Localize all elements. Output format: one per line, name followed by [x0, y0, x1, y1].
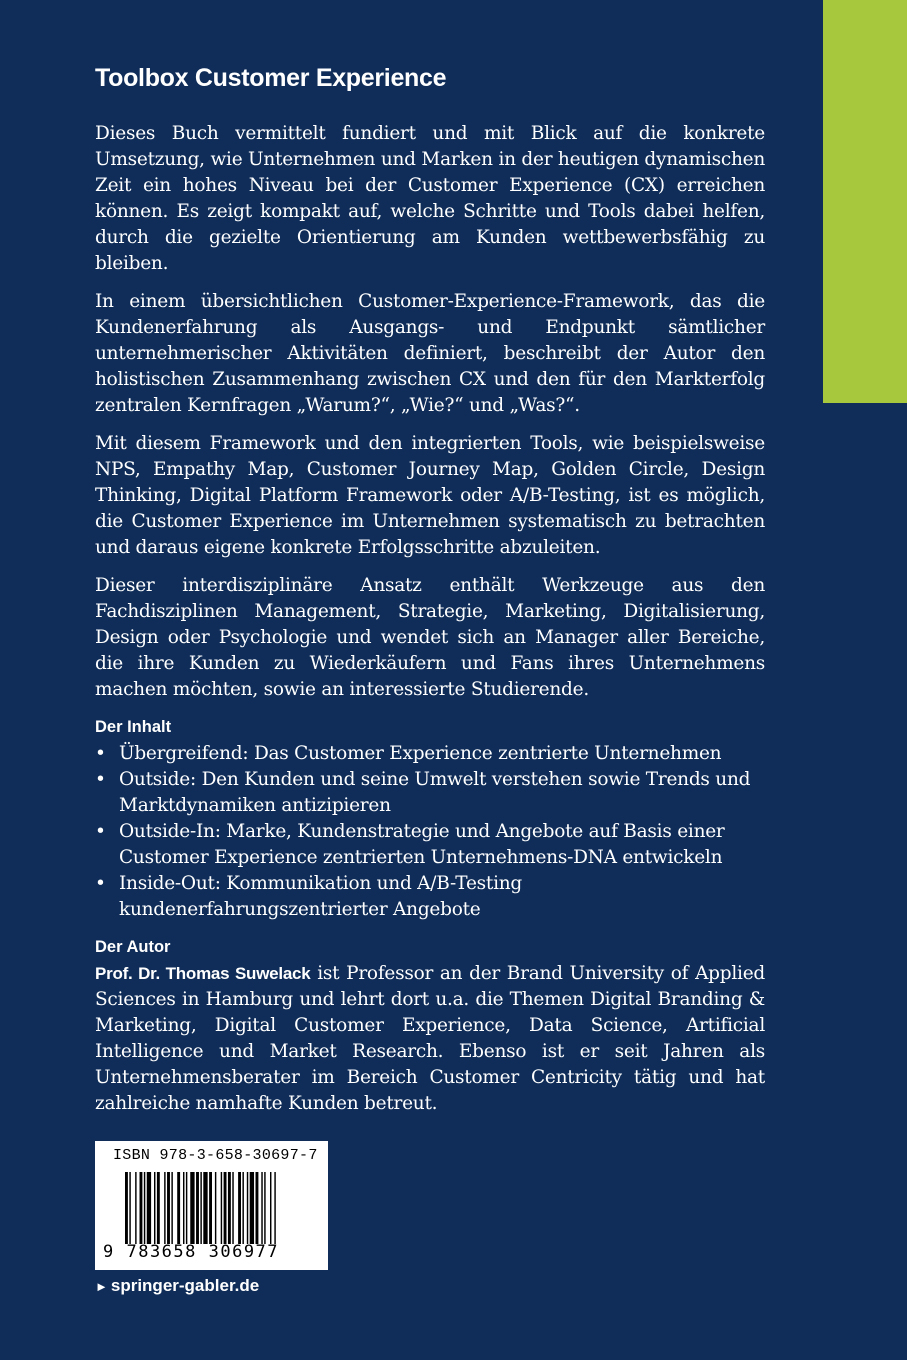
barcode-bar: [238, 1172, 241, 1244]
barcode-bars: [125, 1172, 315, 1244]
barcode-bar: [164, 1172, 165, 1244]
bullet-icon: •: [95, 873, 106, 894]
barcode-bar: [190, 1172, 194, 1244]
barcode-bar: [203, 1172, 207, 1244]
barcode-bar: [129, 1172, 130, 1244]
publisher-website[interactable]: [95, 1276, 259, 1296]
description-paragraph: Mit diesem Framework und den integrierten Tools, wie beispielsweise NPS, Empathy Map, Customer Journey Map, Golden Circle, Design Thinking, Digital Platform Framework oder A/B-Testing, ist es möglich, die Customer Experience im Unternehmen systematisch zu betrachten und daraus eigene konkrete Erfolgsschritte abzuleiten.: [95, 433, 765, 558]
author-name: Prof. Dr. Thomas Suwelack: [95, 964, 311, 983]
description-paragraph: Dieses Buch vermittelt fundiert und mit Blick auf die konkrete Umsetzung, wie Unternehmen und Marken in der heutigen dynamischen Zeit ein hohes Niveau bei der Customer Experience (CX) erreichen können. Es zeigt kompakt auf, welche Schritte und Tools dabei helfen, durch die gezielte Orientierung am Kunden wettbewerbsfähig zu bleiben.: [95, 123, 765, 274]
barcode-bar: [264, 1172, 265, 1244]
barcode-bar: [183, 1172, 184, 1244]
barcode-bar: [135, 1172, 136, 1244]
list-item-text: Inside-Out: Kommunikation und A/B-Testing kundenerfahrungszentrierter Angebote: [119, 873, 523, 920]
back-cover-text: [95, 62, 765, 1129]
barcode-bar: [247, 1172, 248, 1244]
barcode-bar: [215, 1172, 216, 1244]
barcode-bar: [147, 1172, 151, 1244]
barcode-bar: [196, 1172, 199, 1244]
bullet-icon: •: [95, 743, 106, 764]
barcode-bar: [140, 1172, 143, 1244]
list-item-text: Übergreifend: Das Customer Experience zentrierte Unternehmen: [119, 743, 722, 764]
bullet-icon: •: [95, 821, 106, 842]
barcode-bar: [228, 1172, 231, 1244]
isbn-label: ISBN 978-3-658-30697-7: [113, 1147, 318, 1164]
barcode-bar: [200, 1172, 201, 1244]
barcode-bar: [256, 1172, 259, 1244]
arrow-right-icon: ►: [95, 1279, 108, 1294]
list-item: [95, 871, 765, 923]
website-text: springer-gabler.de: [110, 1276, 260, 1295]
book-title: Toolbox Customer Experience: [95, 64, 447, 92]
barcode-bar: [154, 1172, 155, 1244]
accent-color-bar: [823, 0, 907, 403]
barcode-bar: [144, 1172, 145, 1244]
description-paragraph: Dieser interdisziplinäre Ansatz enthält Werkzeuge aus den Fachdisziplinen Management, Strategie, Marketing, Digitalisierung, Design oder Psychologie und wendet sich an Manager aller Bereiche, die ihre Kunden zu Wiederkäufern und Fans ihres Unternehmens machen möchten, sowie an interessierte Studierende.: [95, 575, 765, 700]
barcode-bar: [209, 1172, 212, 1244]
barcode-bar: [250, 1172, 254, 1244]
description-paragraph: In einem übersichtlichen Customer-Experience-Framework, das die Kundenerfahrung als Ausgangs- und Endpunkt sämtlicher unternehmerischer Aktivitäten definiert, beschreibt der Autor den holistischen Zusammenhang zwischen CX und den für den Markterfolg zentralen Kernfragen „Warum?“, „Wie?“ und „Was?“.: [95, 291, 765, 416]
author-heading: Der Autor: [95, 938, 171, 956]
bullet-icon: •: [95, 769, 106, 790]
barcode-bar: [125, 1172, 128, 1244]
barcode-bar: [232, 1172, 233, 1244]
barcode-bar: [186, 1172, 187, 1244]
barcode-bar: [224, 1172, 227, 1244]
author-bio: [95, 961, 765, 1117]
barcode-bar: [177, 1172, 180, 1244]
list-item: [95, 767, 765, 819]
barcode-digits: 9 783658 306977: [103, 1242, 280, 1262]
barcode-bar: [261, 1172, 262, 1244]
barcode-bar: [270, 1172, 271, 1244]
list-item: [95, 819, 765, 871]
barcode-bar: [221, 1172, 222, 1244]
barcode-bar: [171, 1172, 172, 1244]
contents-heading: Der Inhalt: [95, 718, 172, 736]
barcode-bar: [274, 1172, 275, 1244]
barcode-bar: [242, 1172, 243, 1244]
list-item-text: Outside-In: Marke, Kundenstrategie und Angebote auf Basis einer Customer Experience zentrierten Unternehmens-DNA entwickeln: [119, 821, 725, 868]
author-bio-text: ist Professor an der Brand University of Applied Sciences in Hamburg und lehrt dort u.a. die Themen Digital Branding & Marketing, Digital Customer Experience, Data Science, Artificial Intelligence und Market Research. Ebenso ist er seit Jahren als Unternehmensberater im Bereich Customer Centricity tätig und hat zahlreiche namhafte Kunden betreut.: [95, 963, 765, 1114]
contents-list: [95, 741, 765, 923]
list-item-text: Outside: Den Kunden und seine Umwelt verstehen sowie Trends und Marktdynamiken antizipieren: [119, 769, 751, 816]
list-item: [95, 741, 765, 767]
barcode-bar: [167, 1172, 170, 1244]
barcode-bar: [157, 1172, 160, 1244]
isbn-barcode: [95, 1141, 328, 1270]
